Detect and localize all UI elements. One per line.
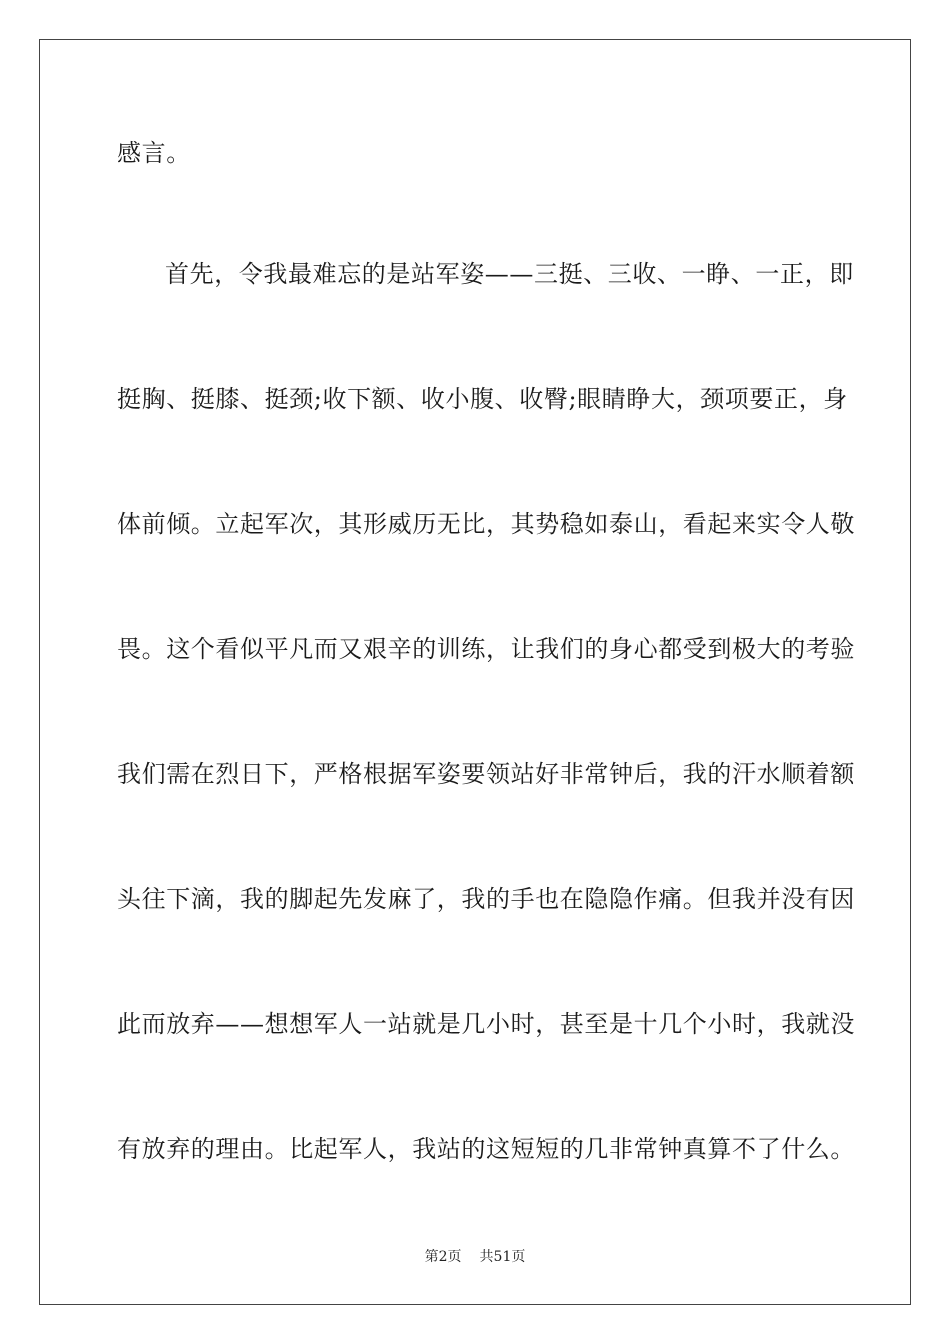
paragraph-line-1: 感言。 [117, 139, 191, 167]
paragraph-line-9: 有放弃的理由。比起军人，我站的这短短的几非常钟真算不了什么。 [117, 1135, 855, 1163]
paragraph-line-8: 此而放弃——想想军人一站就是几小时，甚至是十几个小时，我就没 [117, 1010, 855, 1038]
page-border [39, 39, 911, 1305]
paragraph-line-7: 头往下滴，我的脚起先发麻了，我的手也在隐隐作痛。但我并没有因 [117, 885, 855, 913]
paragraph-line-3: 挺胸、挺膝、挺颈;收下额、收小腹、收臀;眼睛睁大，颈项要正，身 [117, 385, 848, 413]
paragraph-line-4: 体前倾。立起军次，其形威历无比，其势稳如泰山，看起来实令人敬 [117, 510, 855, 538]
page-total: 共51页 [479, 1249, 526, 1265]
paragraph-line-2: 首先，令我最难忘的是站军姿——三挺、三收、一睁、一正，即 [165, 260, 854, 288]
paragraph-line-5: 畏。这个看似平凡而又艰辛的训练，让我们的身心都受到极大的考验 [117, 635, 855, 663]
page-number: 第2页 [424, 1249, 462, 1265]
paragraph-line-6: 我们需在烈日下，严格根据军姿要领站好非常钟后，我的汗水顺着额 [117, 760, 855, 788]
page-footer [0, 1248, 950, 1266]
